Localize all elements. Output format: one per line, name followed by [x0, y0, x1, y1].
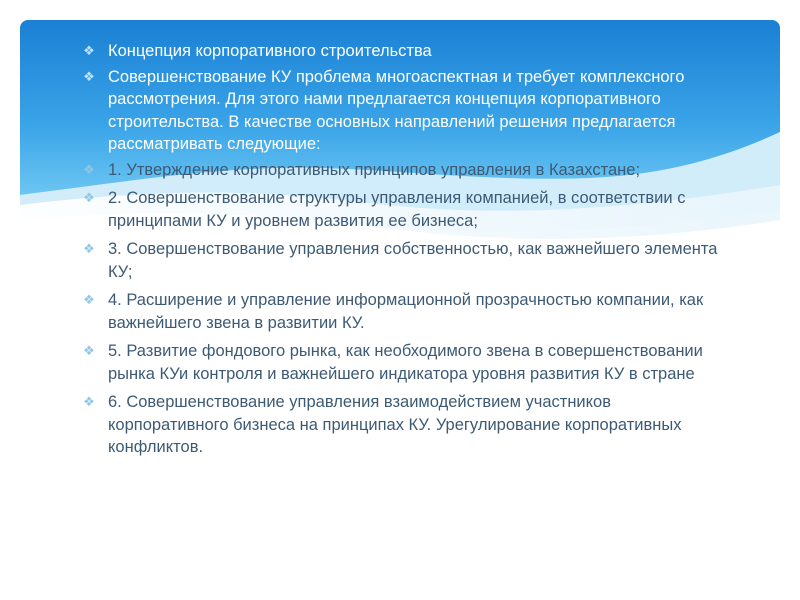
- list-item: [80, 238, 720, 283]
- slide-body: [80, 40, 720, 465]
- diamond-bullet-icon: ❖: [83, 292, 95, 307]
- diamond-bullet-icon: ❖: [83, 68, 95, 84]
- slide: [20, 20, 780, 585]
- list-item-text: 2. Совершенствование структуры управления компанией, в соответствии с принципами КУ и уровнем развития ее бизнеса;: [108, 189, 686, 230]
- list-item: [80, 340, 720, 385]
- diamond-bullet-icon: ❖: [83, 343, 95, 358]
- list-item: [80, 66, 720, 156]
- list-item: [80, 159, 720, 182]
- diamond-bullet-icon: ❖: [83, 190, 95, 205]
- list-item: [80, 289, 720, 334]
- list-item-text: 1. Утверждение корпоративных принципов управления в Казахстане;: [108, 160, 641, 179]
- list-item-text: 4. Расширение и управление информационной прозрачностью компании, как важнейшего звена в развитии КУ.: [108, 291, 704, 332]
- diamond-bullet-icon: ❖: [83, 43, 95, 58]
- diamond-bullet-icon: ❖: [83, 241, 95, 256]
- list-item: [80, 40, 720, 63]
- list-item-text: 5. Развитие фондового рынка, как необходимого звена в совершенствовании рынка КУи контроля и важнейшего индикатора уровня развития КУ в стране: [108, 342, 703, 383]
- list-item-text: 3. Совершенствование управления собственностью, как важнейшего элемента КУ;: [108, 240, 718, 281]
- list-item: [80, 187, 720, 232]
- list-item-text: Концепция корпоративного строительства: [108, 42, 432, 60]
- bullet-list: [80, 40, 720, 459]
- list-item-text: 6. Совершенствование управления взаимодействием участников корпоративного бизнеса на принципах КУ. Урегулирование корпоративных конфликтов.: [108, 393, 682, 456]
- list-item: [80, 391, 720, 459]
- diamond-bullet-icon: ❖: [83, 394, 95, 409]
- diamond-bullet-icon: ❖: [83, 161, 95, 177]
- list-item-text: Совершенствование КУ проблема многоаспектная и требует комплексного рассмотрения. Для этого нами предлагается концепция корпоративного строительства. В качестве основных направлений решения предлагается рассматривать следующие:: [108, 67, 685, 153]
